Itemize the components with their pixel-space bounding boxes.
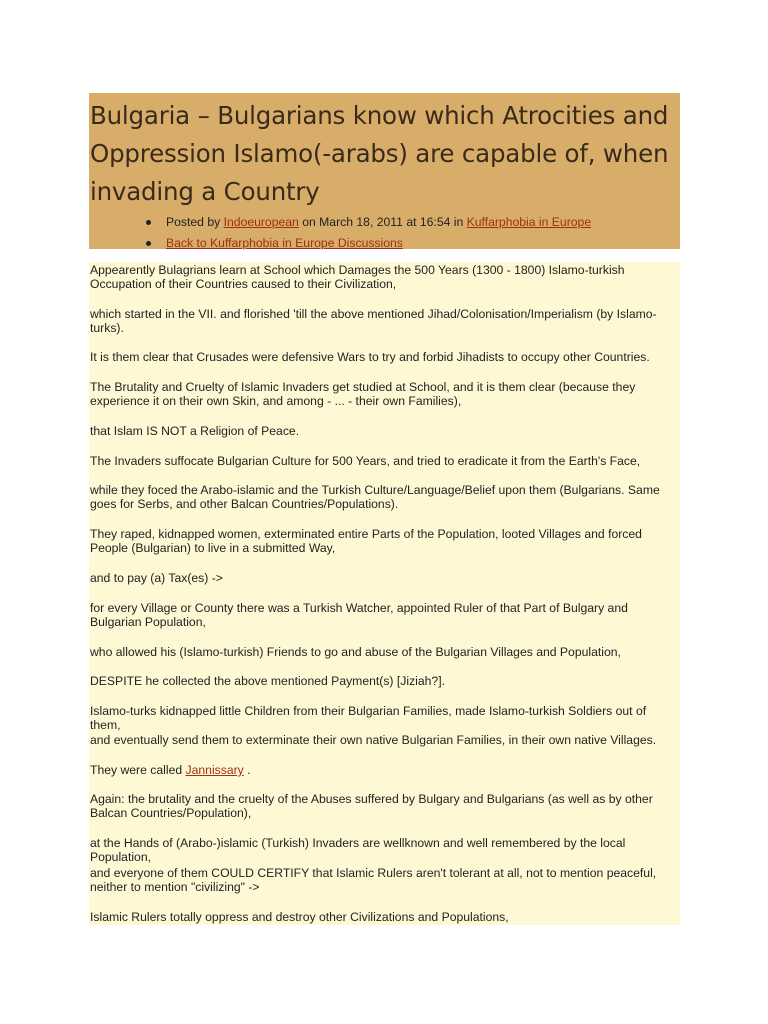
article-meta-list (90, 212, 678, 254)
janissary-link[interactable]: Jannissary (185, 763, 244, 777)
janissary-paragraph (90, 763, 678, 777)
body-paragraph: The Brutality and Cruelty of Islamic Invaders get studied at School, and it is them clear (because they experience it on their own Skin, and among - ... - their own Families), (90, 380, 636, 409)
body-paragraph: for every Village or County there was a Turkish Watcher, appointed Ruler of that Part of Bulgary and Bulgarian Population, (90, 601, 628, 630)
body-paragraph: They raped, kidnapped women, exterminated entire Parts of the Population, looted Villages and forced People (Bulgarian) to live in a submitted Way, (90, 527, 642, 556)
posted-by-item (166, 212, 678, 233)
body-paragraph: Appearently Bulagrians learn at School which Damages the 500 Years (1300 - 1800) Islamo-turkish Occupation of their Countries caused to their Civilization, (90, 263, 625, 292)
body-paragraph: and to pay (a) Tax(es) -> (90, 571, 223, 585)
post-date-text: on March 18, 2011 at 16:54 in (298, 215, 467, 229)
body-paragraph: and everyone of them COULD CERTIFY that Islamic Rulers aren't tolerant at all, not to mention peaceful, neither to mention "civilizing" -> (90, 866, 657, 895)
body-paragraph: that Islam IS NOT a Religion of Peace. (90, 424, 300, 438)
janissary-prefix: They were called (90, 763, 186, 777)
body-paragraph: at the Hands of (Arabo-)islamic (Turkish) Invaders are wellknown and well remembered by the local Population, (90, 836, 626, 865)
body-paragraph: It is them clear that Crusades were defensive Wars to try and forbid Jihadists to occupy other Countries. (90, 350, 650, 364)
body-paragraph: DESPITE he collected the above mentioned Payment(s) [Jiziah?]. (90, 674, 445, 688)
body-paragraph: Islamic Rulers totally oppress and destroy other Civilizations and Populations, (90, 910, 509, 924)
body-paragraph: while they foced the Arabo-islamic and the Turkish Culture/Language/Belief upon them (Bulgarians. Same goes for Serbs, and other Balcan Countries/Populations). (90, 483, 660, 512)
body-paragraph: who allowed his (Islamo-turkish) Friends to go and abuse of the Bulgarian Villages and Population, (90, 645, 621, 659)
body-paragraph: which started in the VII. and florished 'till the above mentioned Jihad/Colonisation/Imperialism (by Islamo-turks). (90, 307, 657, 336)
back-link-item (166, 233, 678, 254)
back-to-discussions-link[interactable]: Back to Kuffarphobia in Europe Discussions (166, 236, 403, 250)
body-paragraph: Islamo-turks kidnapped little Children from their Bulgarian Families, made Islamo-turkish Soldiers out of them, (90, 704, 647, 733)
posted-by-label: Posted by (166, 215, 224, 229)
author-link[interactable]: Indoeuropean (223, 215, 299, 229)
body-paragraph: and eventually send them to exterminate their own native Bulgarian Families, in their own native Villages. (90, 733, 657, 747)
body-paragraph: Again: the brutality and the cruelty of the Abuses suffered by Bulgary and Bulgarians (as well as by other Balcan Countries/Population), (90, 792, 653, 821)
body-paragraph: The Invaders suffocate Bulgarian Culture for 500 Years, and tried to eradicate it from the Earth's Face, (90, 454, 641, 468)
janissary-suffix: . (243, 763, 251, 777)
article-title: Bulgaria – Bulgarians know which Atrocities and Oppression Islamo(-arabs) are capable of, when invading a Country (90, 101, 669, 206)
category-link[interactable]: Kuffarphobia in Europe (466, 215, 592, 229)
